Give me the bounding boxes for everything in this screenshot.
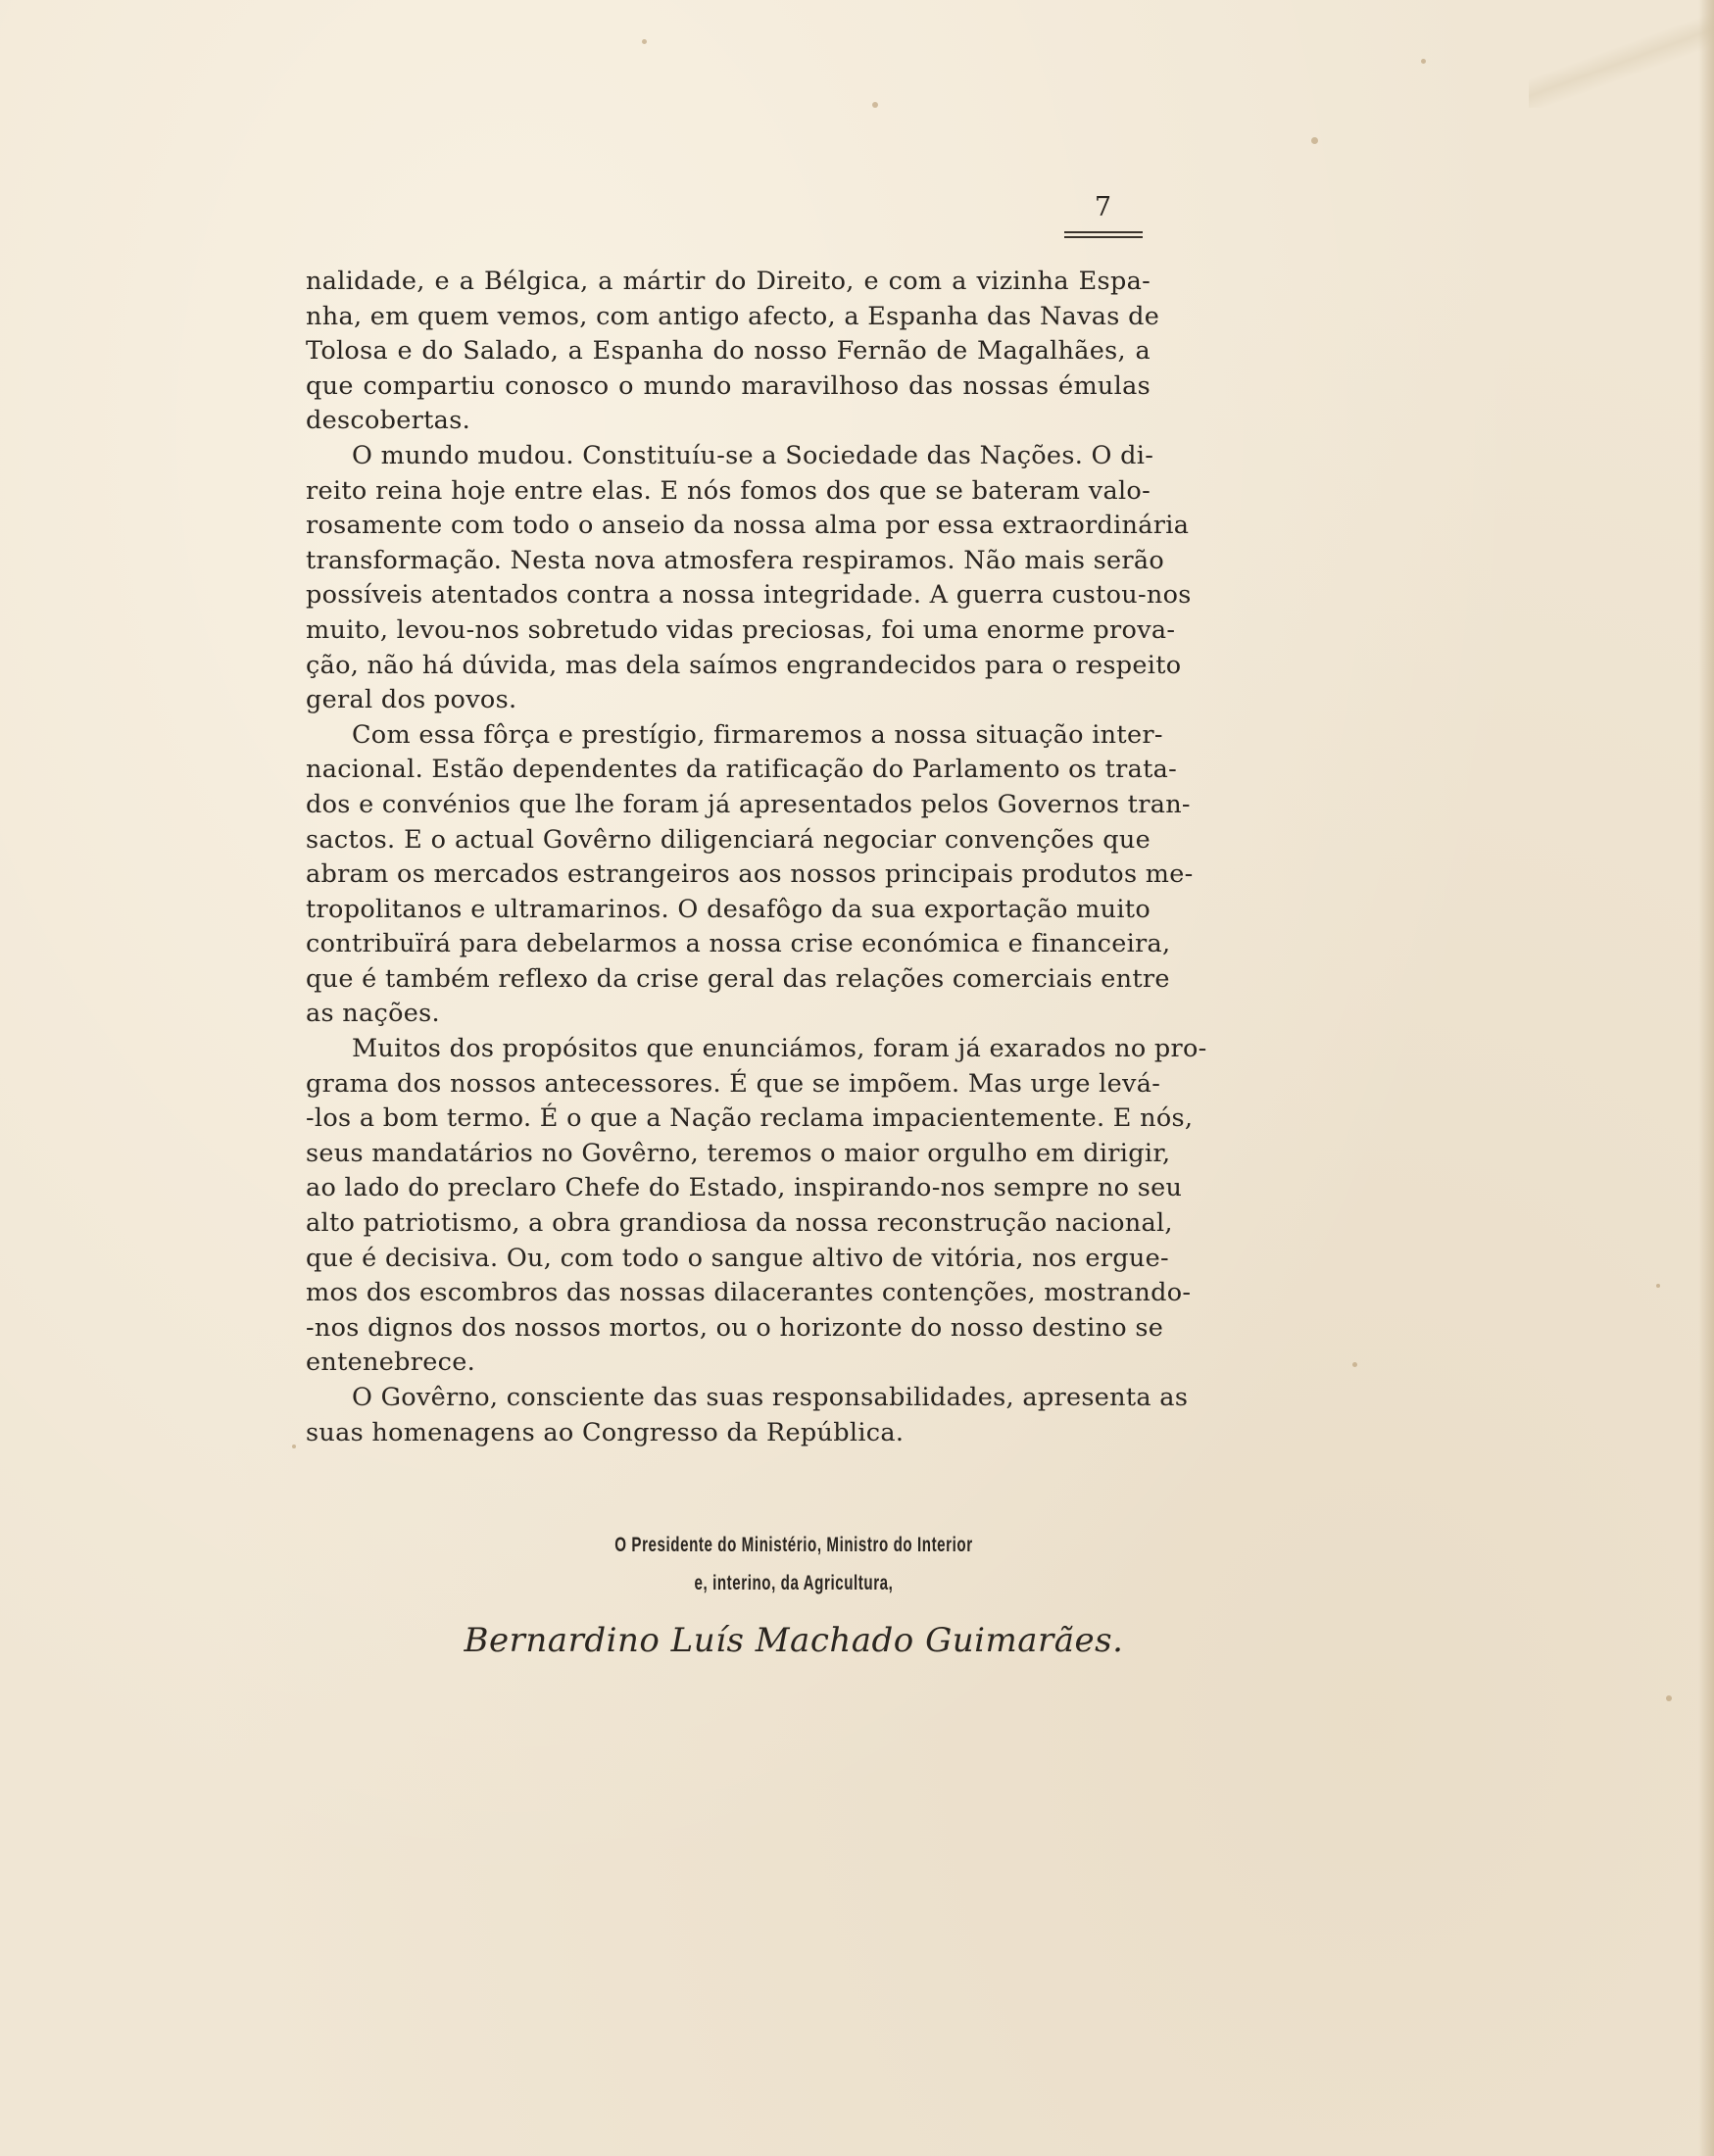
- page-edge-shadow: [1698, 0, 1714, 2156]
- paragraph: [306, 1381, 1189, 1450]
- paragraph: [306, 1032, 1207, 1381]
- paragraph: [306, 265, 1160, 439]
- paper-speck: [1311, 137, 1318, 144]
- text-line: as nações.: [306, 999, 440, 1029]
- text-line: rosamente com todo o anseio da nossa alma por essa extraordinária: [306, 511, 1190, 541]
- paper-speck: [1666, 1695, 1672, 1701]
- paper-speck: [1421, 59, 1426, 64]
- text-line: dos e convénios que lhe foram já apresentados pelos Governos tran-: [306, 789, 1191, 819]
- text-line: muito, levou-nos sobretudo vidas preciosas, foi uma enorme prova-: [306, 614, 1176, 645]
- text-line: Muitos dos propósitos que enunciámos, foram já exarados no pro-: [352, 1034, 1207, 1064]
- text-line: ção, não há dúvida, mas dela saímos engrandecidos para o respeito: [306, 650, 1182, 680]
- page-number-rule: [1064, 236, 1143, 238]
- text-line: mos dos escombros das nossas dilacerantes contenções, mostrando-: [306, 1278, 1192, 1308]
- page-number: 7: [1094, 192, 1113, 222]
- text-line: suas homenagens ao Congresso da República.: [306, 1417, 905, 1447]
- text-line: reito reina hoje entre elas. E nós fomos dos que se bateram valo-: [306, 475, 1151, 506]
- text-line: seus mandatários no Govêrno, teremos o maior orgulho em dirigir,: [306, 1138, 1171, 1168]
- paper-speck: [1352, 1362, 1357, 1367]
- text-line: que compartiu conosco o mundo maravilhoso das nossas émulas: [306, 370, 1151, 401]
- text-line: nacional. Estão dependentes da ratificação do Parlamento os trata-: [306, 755, 1178, 785]
- text-line: abram os mercados estrangeiros aos nossos principais produtos me-: [306, 859, 1194, 890]
- text-line: contribuïrá para debelarmos a nossa crise económica e financeira,: [306, 929, 1171, 959]
- text-line: geral dos povos.: [306, 685, 517, 715]
- text-line: -los a bom termo. É o que a Nação reclama impacientemente. E nós,: [306, 1103, 1194, 1134]
- text-line: transformação. Nesta nova atmosfera respiramos. Não mais serão: [306, 545, 1165, 575]
- paper-speck: [872, 102, 878, 108]
- text-line: tropolitanos e ultramarinos. O desafôgo da sua exportação muito: [306, 894, 1151, 924]
- text-line: Tolosa e do Salado, a Espanha do nosso Fernão de Magalhães, a: [306, 336, 1151, 367]
- text-line: nalidade, e a Bélgica, a mártir do Direito, e com a vizinha Espa-: [306, 267, 1151, 296]
- text-line: grama dos nossos antecessores. É que se impõem. Mas urge levá-: [306, 1068, 1161, 1099]
- page-corner-fold: [1529, 0, 1714, 108]
- text-line: ao lado do preclaro Chefe do Estado, inspirando-nos sempre no seu: [306, 1173, 1183, 1203]
- paper-speck: [642, 39, 647, 44]
- text-line: que é decisiva. Ou, com todo o sangue altivo de vitória, nos ergue-: [306, 1243, 1169, 1273]
- text-line: Com essa fôrça e prestígio, firmaremos a nossa situação inter-: [352, 719, 1163, 750]
- text-line: O Govêrno, consciente das suas responsabilidades, apresenta as: [352, 1383, 1189, 1412]
- text-line: que é também reflexo da crise geral das relações comerciais entre: [306, 963, 1170, 994]
- text-line: entenebrece.: [306, 1348, 476, 1378]
- signatory-title-continued: e, interino, da Agricultura,: [694, 1572, 894, 1594]
- paragraph: [306, 718, 1194, 1032]
- text-line: sactos. E o actual Govêrno diligenciará negociar convenções que: [306, 824, 1151, 855]
- paper-speck: [1656, 1284, 1660, 1288]
- signatory-name: Bernardino Luís Machado Guimarães.: [464, 1621, 1124, 1660]
- signatory-title: O Presidente do Ministério, Ministro do Interior: [614, 1534, 973, 1556]
- text-line: descobertas.: [306, 406, 470, 436]
- body-text: [306, 265, 1207, 1450]
- text-line: possíveis atentados contra a nossa integridade. A guerra custou-nos: [306, 580, 1192, 611]
- page-number-rule: [1064, 231, 1143, 233]
- text-line: alto patriotismo, a obra grandiosa da nossa reconstrução nacional,: [306, 1208, 1173, 1239]
- text-line: nha, em quem vemos, com antigo afecto, a Espanha das Navas de: [306, 301, 1160, 331]
- text-line: -nos dignos dos nossos mortos, ou o horizonte do nosso destino se: [306, 1312, 1164, 1343]
- paragraph: [306, 439, 1192, 718]
- text-line: O mundo mudou. Constituíu-se a Sociedade das Nações. O di-: [352, 440, 1154, 470]
- paper-speck: [292, 1445, 296, 1448]
